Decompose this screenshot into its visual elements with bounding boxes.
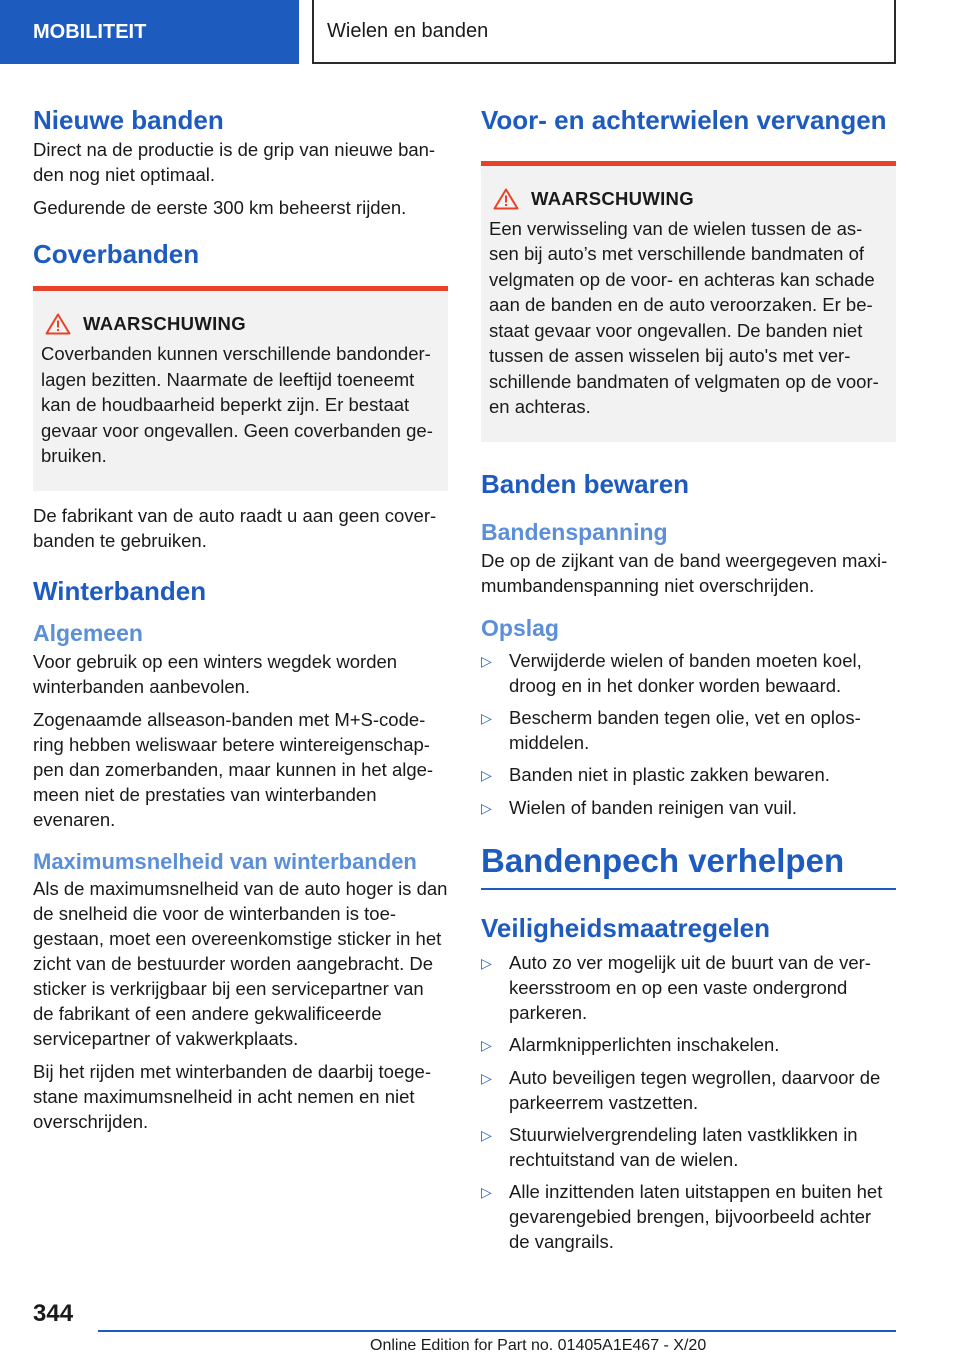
warning-header bbox=[489, 188, 887, 210]
bullet-triangle-icon: ▷ bbox=[481, 799, 492, 816]
heading-coverbanden: Coverbanden bbox=[33, 238, 200, 269]
warning-title: WAARSCHUWING bbox=[83, 313, 246, 334]
footer-edition-text: Online Edition for Part no. 01405A1E467 - X/20 bbox=[370, 1337, 707, 1354]
paragraph: De fabrikant van de auto raadt u aan geen cover-banden te gebruiken. bbox=[33, 504, 437, 551]
heading-opslag: Opslag bbox=[481, 614, 559, 641]
paragraph: Als de maximumsnelheid van de auto hoger is dan de snelheid die voor de winterbanden is toe-gestaan, moet een overeenkomstige sticker in het zicht van de bestuurder worden aangebracht. De sticker is verkrijgbaar bij een servicepartner van de fabrikant of een andere gekwalificeerde servicepartner of vakwerkplaats. bbox=[33, 878, 448, 1050]
paragraph: Voor gebruik op een winters wegdek worden winterbanden aanbevolen. bbox=[33, 650, 398, 697]
heading-voor-achterwielen: Voor- en achterwielen vervangen bbox=[481, 105, 887, 135]
paragraph: Direct na de productie is de grip van nieuwe ban-den nog niet optimaal. bbox=[33, 138, 436, 185]
bullet-triangle-icon: ▷ bbox=[481, 1127, 492, 1144]
list-item bbox=[481, 1179, 896, 1254]
bullet-triangle-icon: ▷ bbox=[481, 955, 492, 972]
list-item-text: Alle inzittenden laten uitstappen en buiten het gevarengebied brengen, bijvoorbeeld achter de vangrails. bbox=[509, 1181, 883, 1253]
paragraph: Gedurende de eerste 300 km beheerst rijden. bbox=[33, 196, 407, 218]
opslag-list bbox=[481, 648, 896, 821]
list-item bbox=[481, 1122, 896, 1172]
bullet-triangle-icon: ▷ bbox=[481, 1070, 492, 1087]
list-item-text: Alarmknipperlichten inschakelen. bbox=[509, 1034, 780, 1056]
heading-veiligheidsmaatregelen: Veiligheidsmaatregelen bbox=[481, 913, 771, 944]
list-item bbox=[481, 1065, 896, 1115]
warning-header bbox=[41, 313, 439, 335]
list-item-text: Verwijderde wielen of banden moeten koel, droog en in het donker worden bewaard. bbox=[509, 649, 862, 696]
warning-text: Een verwisseling van de wielen tussen de as-sen bij auto’s met verschillende bandmaten of velgmaten op de voor- en achteras kan schade aan de banden en de auto veroorzaken. Er be-staat gevaar voor ongevallen. De banden niet tussen de assen wisselen bij auto's met ver-schillende bandmaten of velgmaten op de voor- en achteras. bbox=[489, 217, 879, 417]
warning-title: WAARSCHUWING bbox=[531, 187, 694, 209]
list-item bbox=[481, 1032, 896, 1058]
veiligheid-list bbox=[481, 950, 896, 1254]
list-item-text: Banden niet in plastic zakken bewaren. bbox=[509, 763, 830, 785]
paragraph: Bij het rijden met winterbanden de daarbij toege-stane maximumsnelheid in acht nemen en niet overschrijden. bbox=[33, 1061, 431, 1133]
warning-box bbox=[481, 161, 896, 442]
list-item bbox=[481, 762, 896, 788]
heading-nieuwe-banden: Nieuwe banden bbox=[33, 105, 224, 135]
left-column bbox=[33, 100, 448, 1142]
paragraph: De op de zijkant van de band weergegeven maxi-mumbandenspanning niet overschrijden. bbox=[481, 549, 888, 596]
bullet-triangle-icon: ▷ bbox=[481, 1184, 492, 1201]
list-item-text: Auto zo ver mogelijk uit de buurt van de ver-keersstroom en op een vaste ondergrond parkeren. bbox=[509, 952, 871, 1024]
bullet-triangle-icon: ▷ bbox=[481, 766, 492, 783]
warning-box bbox=[33, 286, 448, 491]
warning-triangle-icon bbox=[45, 313, 71, 335]
list-item-text: Stuurwielvergrendeling laten vastklikken in rechtuitstand van de wielen. bbox=[509, 1124, 858, 1171]
list-item-text: Wielen of banden reinigen van vuil. bbox=[509, 796, 797, 818]
right-column bbox=[481, 100, 896, 1261]
footer-rule bbox=[98, 1330, 896, 1332]
heading-banden-bewaren: Banden bewaren bbox=[481, 468, 690, 499]
chapter-title: Wielen en banden bbox=[312, 0, 896, 64]
list-item bbox=[481, 950, 896, 1025]
heading-winterbanden: Winterbanden bbox=[33, 575, 207, 606]
heading-bandenpech-verhelpen: Bandenpech verhelpen bbox=[481, 841, 896, 891]
list-item-text: Bescherm banden tegen olie, vet en oplos-middelen. bbox=[509, 706, 861, 753]
list-item bbox=[481, 795, 896, 821]
bullet-triangle-icon: ▷ bbox=[481, 709, 492, 726]
heading-bandenspanning: Bandenspanning bbox=[481, 519, 668, 545]
section-tab: MOBILITEIT bbox=[0, 0, 299, 64]
warning-triangle-icon bbox=[493, 188, 519, 210]
heading-maximumsnelheid: Maximumsnelheid van winterbanden bbox=[33, 848, 417, 874]
list-item bbox=[481, 648, 896, 698]
heading-algemeen: Algemeen bbox=[33, 620, 143, 646]
paragraph: Zogenaamde allseason-banden met M+S-code-ring hebben weliswaar betere wintereigenschap-pen dan zomerbanden, maar kunnen in het alge-meen niet de prestaties van winterbanden evenaren. bbox=[33, 708, 434, 830]
list-item-text: Auto beveiligen tegen wegrollen, daarvoor de parkeerrem vastzetten. bbox=[509, 1067, 881, 1114]
warning-text: Coverbanden kunnen verschillende bandonder-lagen bezitten. Naarmate de leeftijd toeneemt kan de houdbaarheid beperkt zijn. Er bestaat gevaar voor ongevallen. Geen coverbanden ge-bruiken. bbox=[41, 343, 433, 466]
bullet-triangle-icon: ▷ bbox=[481, 652, 492, 669]
page-number: 344 bbox=[33, 1300, 74, 1327]
list-item bbox=[481, 705, 896, 755]
bullet-triangle-icon: ▷ bbox=[481, 1037, 492, 1054]
